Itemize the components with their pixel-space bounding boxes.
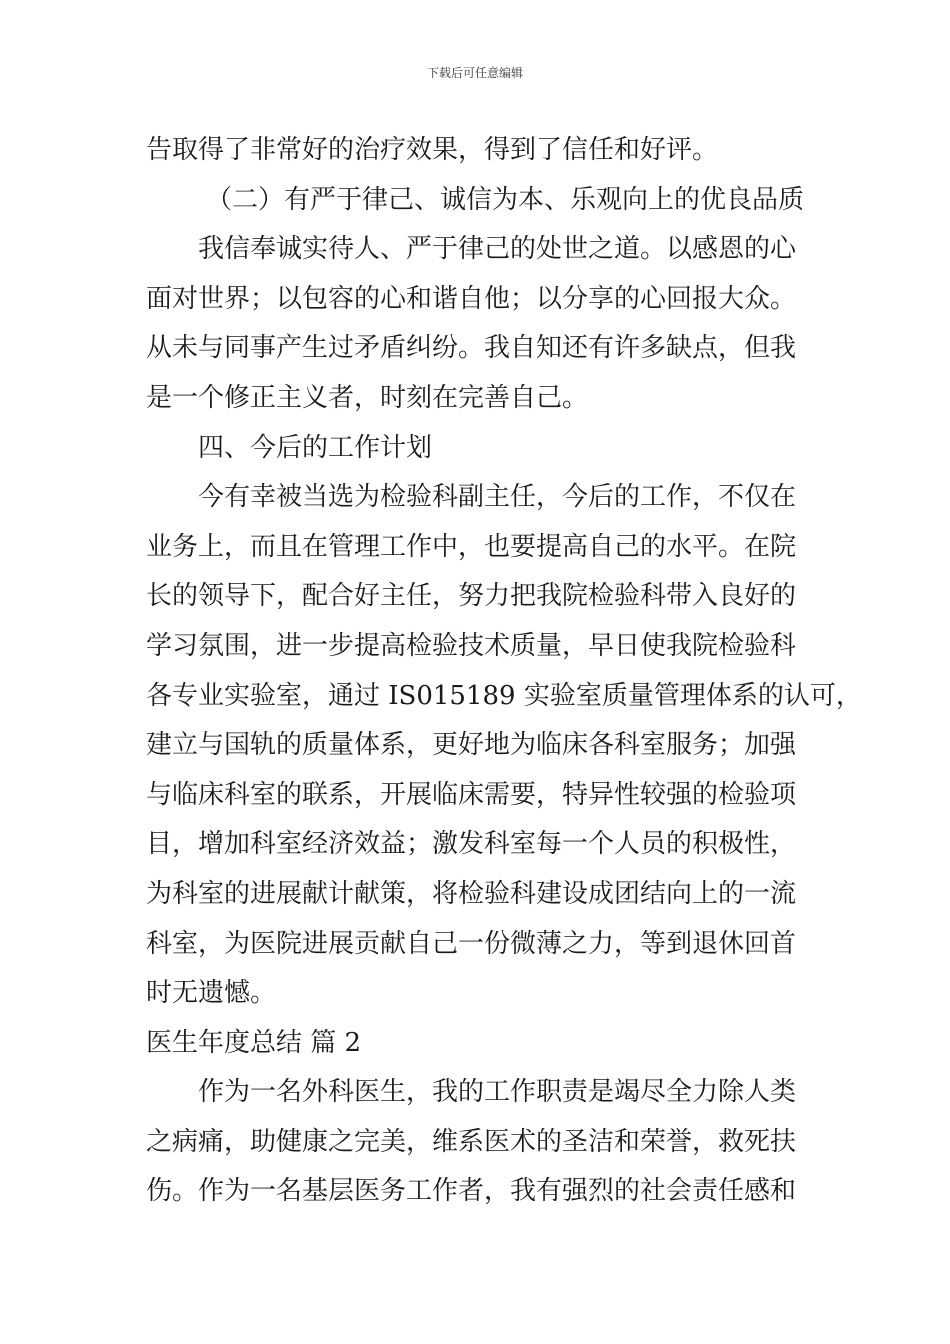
text-line-14: 与临床科室的联系，开展临床需要，特异性较强的检验项 [146,779,797,810]
section-heading-future-plan: 四、今后的工作计划 [198,432,433,463]
text-line-6: 是一个修正主义者，时刻在完善自己。 [146,382,589,413]
text-line-12: 各专业实验室，通过 IS015189 实验室质量管理体系的认可， [146,680,862,711]
text-line-1: 告取得了非常好的治疗效果，得到了信任和好评。 [146,135,719,165]
article-title-part-2: 医生年度总结 篇 2 [146,1027,362,1058]
text-line-16: 为科室的进展献计献策，将检验科建设成团结向上的一流 [146,878,797,909]
text-line-9: 业务上，而且在管理工作中，也要提高自己的水平。在院 [146,531,797,562]
document-body [146,126,862,1217]
text-line-22: 伤。作为一名基层医务工作者，我有强烈的社会责任感和 [146,1176,797,1207]
text-line-13: 建立与国轨的质量体系，更好地为临床各科室服务；加强 [146,730,797,761]
page-header-note: 下载后可任意编辑 [426,66,523,80]
text-line-3: 我信奉诚实待人、严于律己的处世之道。以感恩的心 [198,234,797,265]
text-line-20: 作为一名外科医生，我的工作职责是竭尽全力除人类 [198,1077,797,1108]
text-line-17: 科室，为医院进展贡献自己一份微薄之力，等到退休回首 [146,928,797,959]
text-line-15: 目，增加科室经济效益；激发科室每一个人员的积极性， [146,829,797,860]
text-line-8: 今有幸被当选为检验科副主任，今后的工作，不仅在 [198,482,797,513]
text-line-11: 学习氛围，进一步提高检验技术质量，早日使我院检验科 [146,630,797,661]
section-heading-integrity: （二）有严于律己、诚信为本、乐观向上的优良品质 [206,184,805,215]
text-line-21: 之病痛，助健康之完美，维系医术的圣洁和荣誉，救死扶 [146,1126,797,1157]
text-line-4: 面对世界；以包容的心和谐自他；以分享的心回报大众。 [146,283,797,314]
text-line-18: 时无遗憾。 [146,978,277,1009]
text-line-10: 长的领导下，配合好主任，努力把我院检验科带入良好的 [146,581,797,612]
text-line-5: 从未与同事产生过矛盾纠纷。我自知还有许多缺点，但我 [146,333,797,364]
